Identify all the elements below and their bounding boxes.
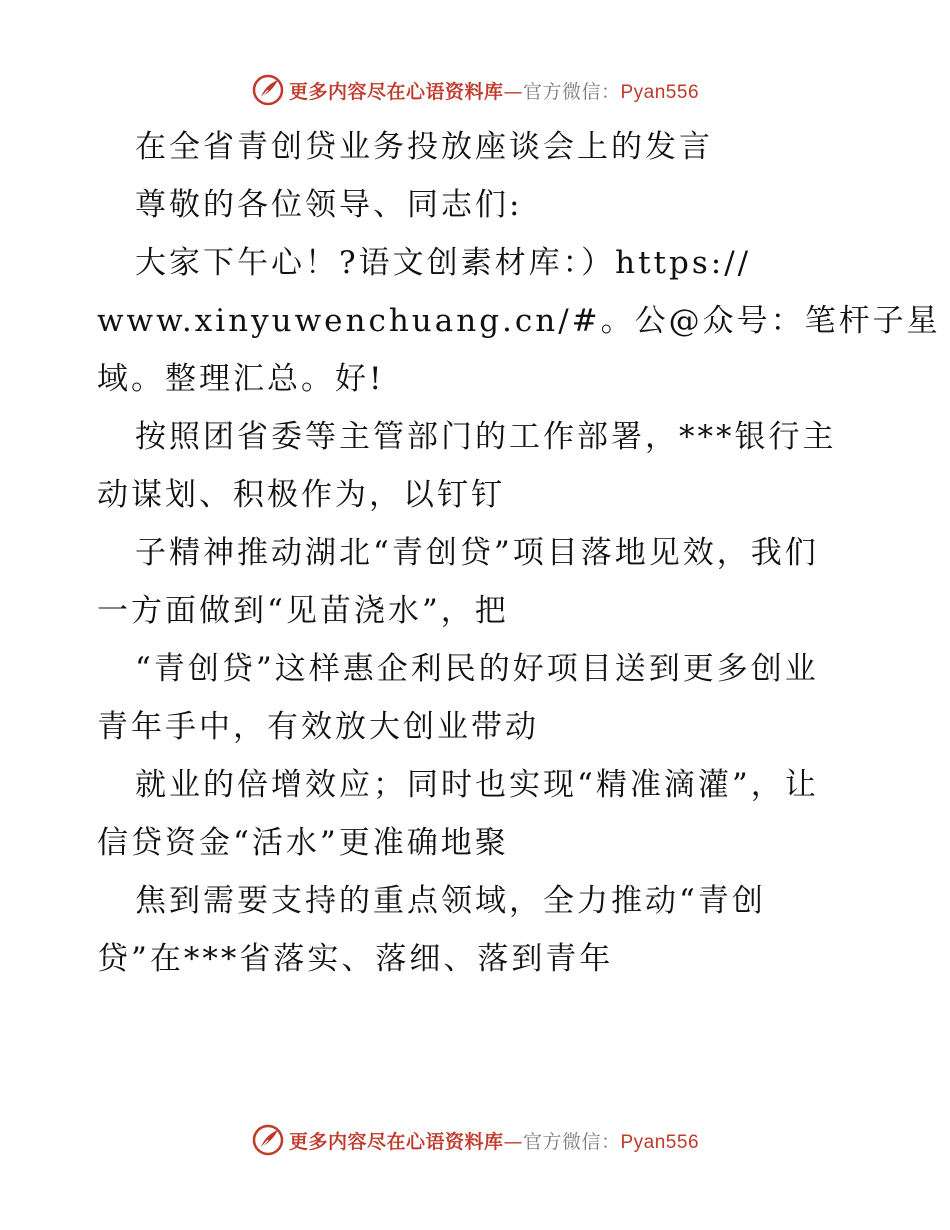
document-title: 在全省青创贷业务投放座谈会上的发言 xyxy=(135,129,713,165)
header-wechat-label: 官方微信： xyxy=(522,80,621,103)
paragraph-line: 动谋划、积极作为，以钉钉 xyxy=(97,477,505,513)
paragraph-line: 青年手中，有效放大创业带动 xyxy=(97,709,539,745)
paragraph-line: 一方面做到“见苗浇水”，把 xyxy=(97,593,509,629)
salutation: 尊敬的各位领导、同志们: xyxy=(135,187,523,223)
paragraph-line: 焦到需要支持的重点领域，全力推动“青创 xyxy=(135,883,766,919)
paragraph-line: 信贷资金“活水”更准确地聚 xyxy=(97,825,509,861)
paragraph-line: 域。整理汇总。好! xyxy=(97,361,385,397)
header-dash: — xyxy=(503,80,523,103)
paragraph-line: 贷”在***省落实、落细、落到青年 xyxy=(97,941,614,977)
footer-slogan: 更多内容尽在心语资料库 xyxy=(288,1130,504,1153)
footer-wechat-label: 官方微信： xyxy=(522,1130,621,1153)
paragraph-line: 按照团省委等主管部门的工作部署，***银行主 xyxy=(135,419,837,455)
footer-dash: — xyxy=(503,1130,523,1153)
feather-logo-icon xyxy=(251,1123,285,1157)
header-wechat-id: Pyan556 xyxy=(620,81,700,103)
feather-logo-icon xyxy=(251,73,285,107)
paragraph-line: 子精神推动湖北“青创贷”项目落地见效，我们 xyxy=(135,535,819,571)
header-banner xyxy=(0,70,950,110)
header-slogan: 更多内容尽在心语资料库 xyxy=(288,80,504,103)
footer-wechat-id: Pyan556 xyxy=(620,1131,700,1153)
paragraph-line: www.xinyuwenchuang.cn/#。公@众号：笔杆子星 xyxy=(97,303,941,339)
footer-banner xyxy=(0,1120,950,1160)
paragraph-line: 大家下午心！?语文创素材库：）https:// xyxy=(135,245,752,281)
document-body xyxy=(97,118,941,988)
paragraph-line: “青创贷”这样惠企利民的好项目送到更多创业 xyxy=(135,651,819,687)
paragraph-line: 就业的倍增效应；同时也实现“精准滴灌”，让 xyxy=(135,767,819,803)
